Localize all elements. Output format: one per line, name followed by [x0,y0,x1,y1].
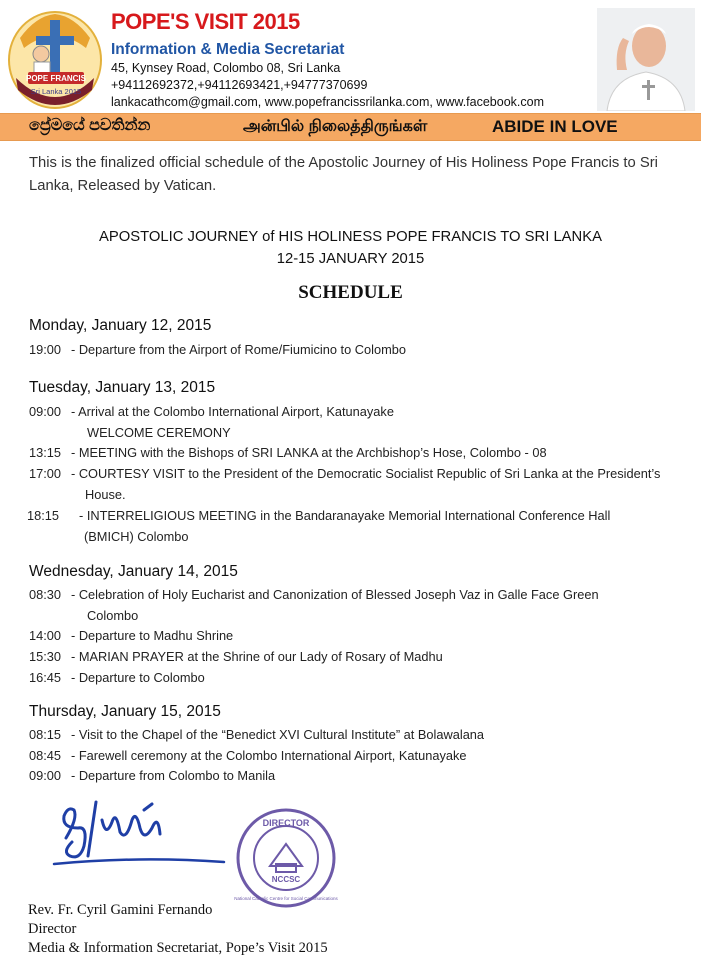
org-address: 45, Kynsey Road, Colombo 08, Sri Lanka [111,61,341,75]
event-time: 16:45 [29,670,62,685]
event-description: - Departure from Colombo to Manila [71,768,276,783]
signatory-organization: Media & Information Secretariat, Pope’s Visit 2015 [28,940,328,956]
day-heading: Tuesday, January 13, 2015 [29,379,216,396]
event-time: 18:15 [27,508,60,523]
event-time: 09:00 [29,768,62,783]
schedule-heading: SCHEDULE [298,282,403,303]
event-time: 08:30 [29,587,62,602]
event-time: 19:00 [29,342,62,357]
event-description-continued: (BMICH) Colombo [84,529,189,544]
event-time: 15:30 [29,649,62,664]
event-description: - COURTESY VISIT to the President of the Democratic Socialist Republic of Sri Lanka at the President’s [71,466,661,481]
pope-photo [597,8,695,111]
day-heading: Wednesday, January 14, 2015 [29,563,238,580]
pope-francis-logo [6,8,104,112]
event-description: - Departure from the Airport of Rome/Fiumicino to Colombo [71,342,406,357]
stamp-center-text: NCCSC [271,875,301,884]
letterhead [0,0,701,112]
event-time: 08:15 [29,727,62,742]
event-description: - Departure to Colombo [71,670,205,685]
event-description: - INTERRELIGIOUS MEETING in the Bandaranayake Memorial International Conference Hall [79,508,611,523]
event-description: - Celebration of Holy Eucharist and Canonization of Blessed Joseph Vaz in Galle Face Green [71,587,599,602]
event-time: 13:15 [29,445,62,460]
event-description: - Visit to the Chapel of the “Benedict XVI Cultural Institute” at Bolawalana [71,727,485,742]
day-heading: Monday, January 12, 2015 [29,317,212,334]
signatory-role: Director [28,921,77,937]
org-contacts: lankacathcom@gmail.com, www.popefrancissrilanka.com, www.facebook.com [111,95,544,109]
organization-block [111,10,544,111]
motto-sinhala: ප්‍රේමයේ පවතින්න [29,117,151,134]
event-description: - MEETING with the Bishops of SRI LANKA at the Archbishop’s Hose, Colombo - 08 [71,445,547,460]
org-subtitle: Information & Media Secretariat [111,41,345,58]
intro-paragraph: This is the finalized official schedule of the Apostolic Journey of His Holiness Pope Francis to Sri Lanka, Released by Vatican. [29,155,658,194]
event-description: - Departure to Madhu Shrine [71,628,234,643]
motto-tamil: அன்பில் நிலைத்திருங்கள் [243,118,428,135]
event-description: - Arrival at the Colombo International Airport, Katunayake [71,404,394,419]
event-description: - MARIAN PRAYER at the Shrine of our Lady of Rosary of Madhu [71,649,443,664]
org-title: POPE'S VISIT 2015 [111,9,300,34]
event-description-continued: Colombo [87,608,139,623]
event-time: 14:00 [29,628,62,643]
stamp-ring-text: National Catholic Centre for Social Communications [234,896,338,901]
svg-text:POPE FRANCIS: POPE FRANCIS [25,74,87,83]
day-heading: Thursday, January 15, 2015 [29,703,221,720]
journey-title: APOSTOLIC JOURNEY of HIS HOLINESS POPE FRANCIS TO SRI LANKA [99,229,602,245]
stamp-top-text: DIRECTOR [262,818,310,828]
event-time: 08:45 [29,748,62,763]
event-time: 09:00 [29,404,62,419]
handwritten-signature [48,798,228,880]
svg-text:Sri Lanka 2015: Sri Lanka 2015 [30,87,82,96]
motto-banner [0,113,701,141]
event-description-continued: WELCOME CEREMONY [87,425,231,440]
signatory-name: Rev. Fr. Cyril Gamini Fernando [28,902,213,918]
motto-english: ABIDE IN LOVE [492,117,618,136]
org-phones: +94112692372,+94112693421,+94777370699 [111,78,368,92]
director-stamp [234,806,338,910]
event-time: 17:00 [29,466,62,481]
event-description-continued: House. [85,487,126,502]
event-description: - Farewell ceremony at the Colombo International Airport, Katunayake [71,748,467,763]
journey-dates: 12-15 JANUARY 2015 [276,251,425,267]
